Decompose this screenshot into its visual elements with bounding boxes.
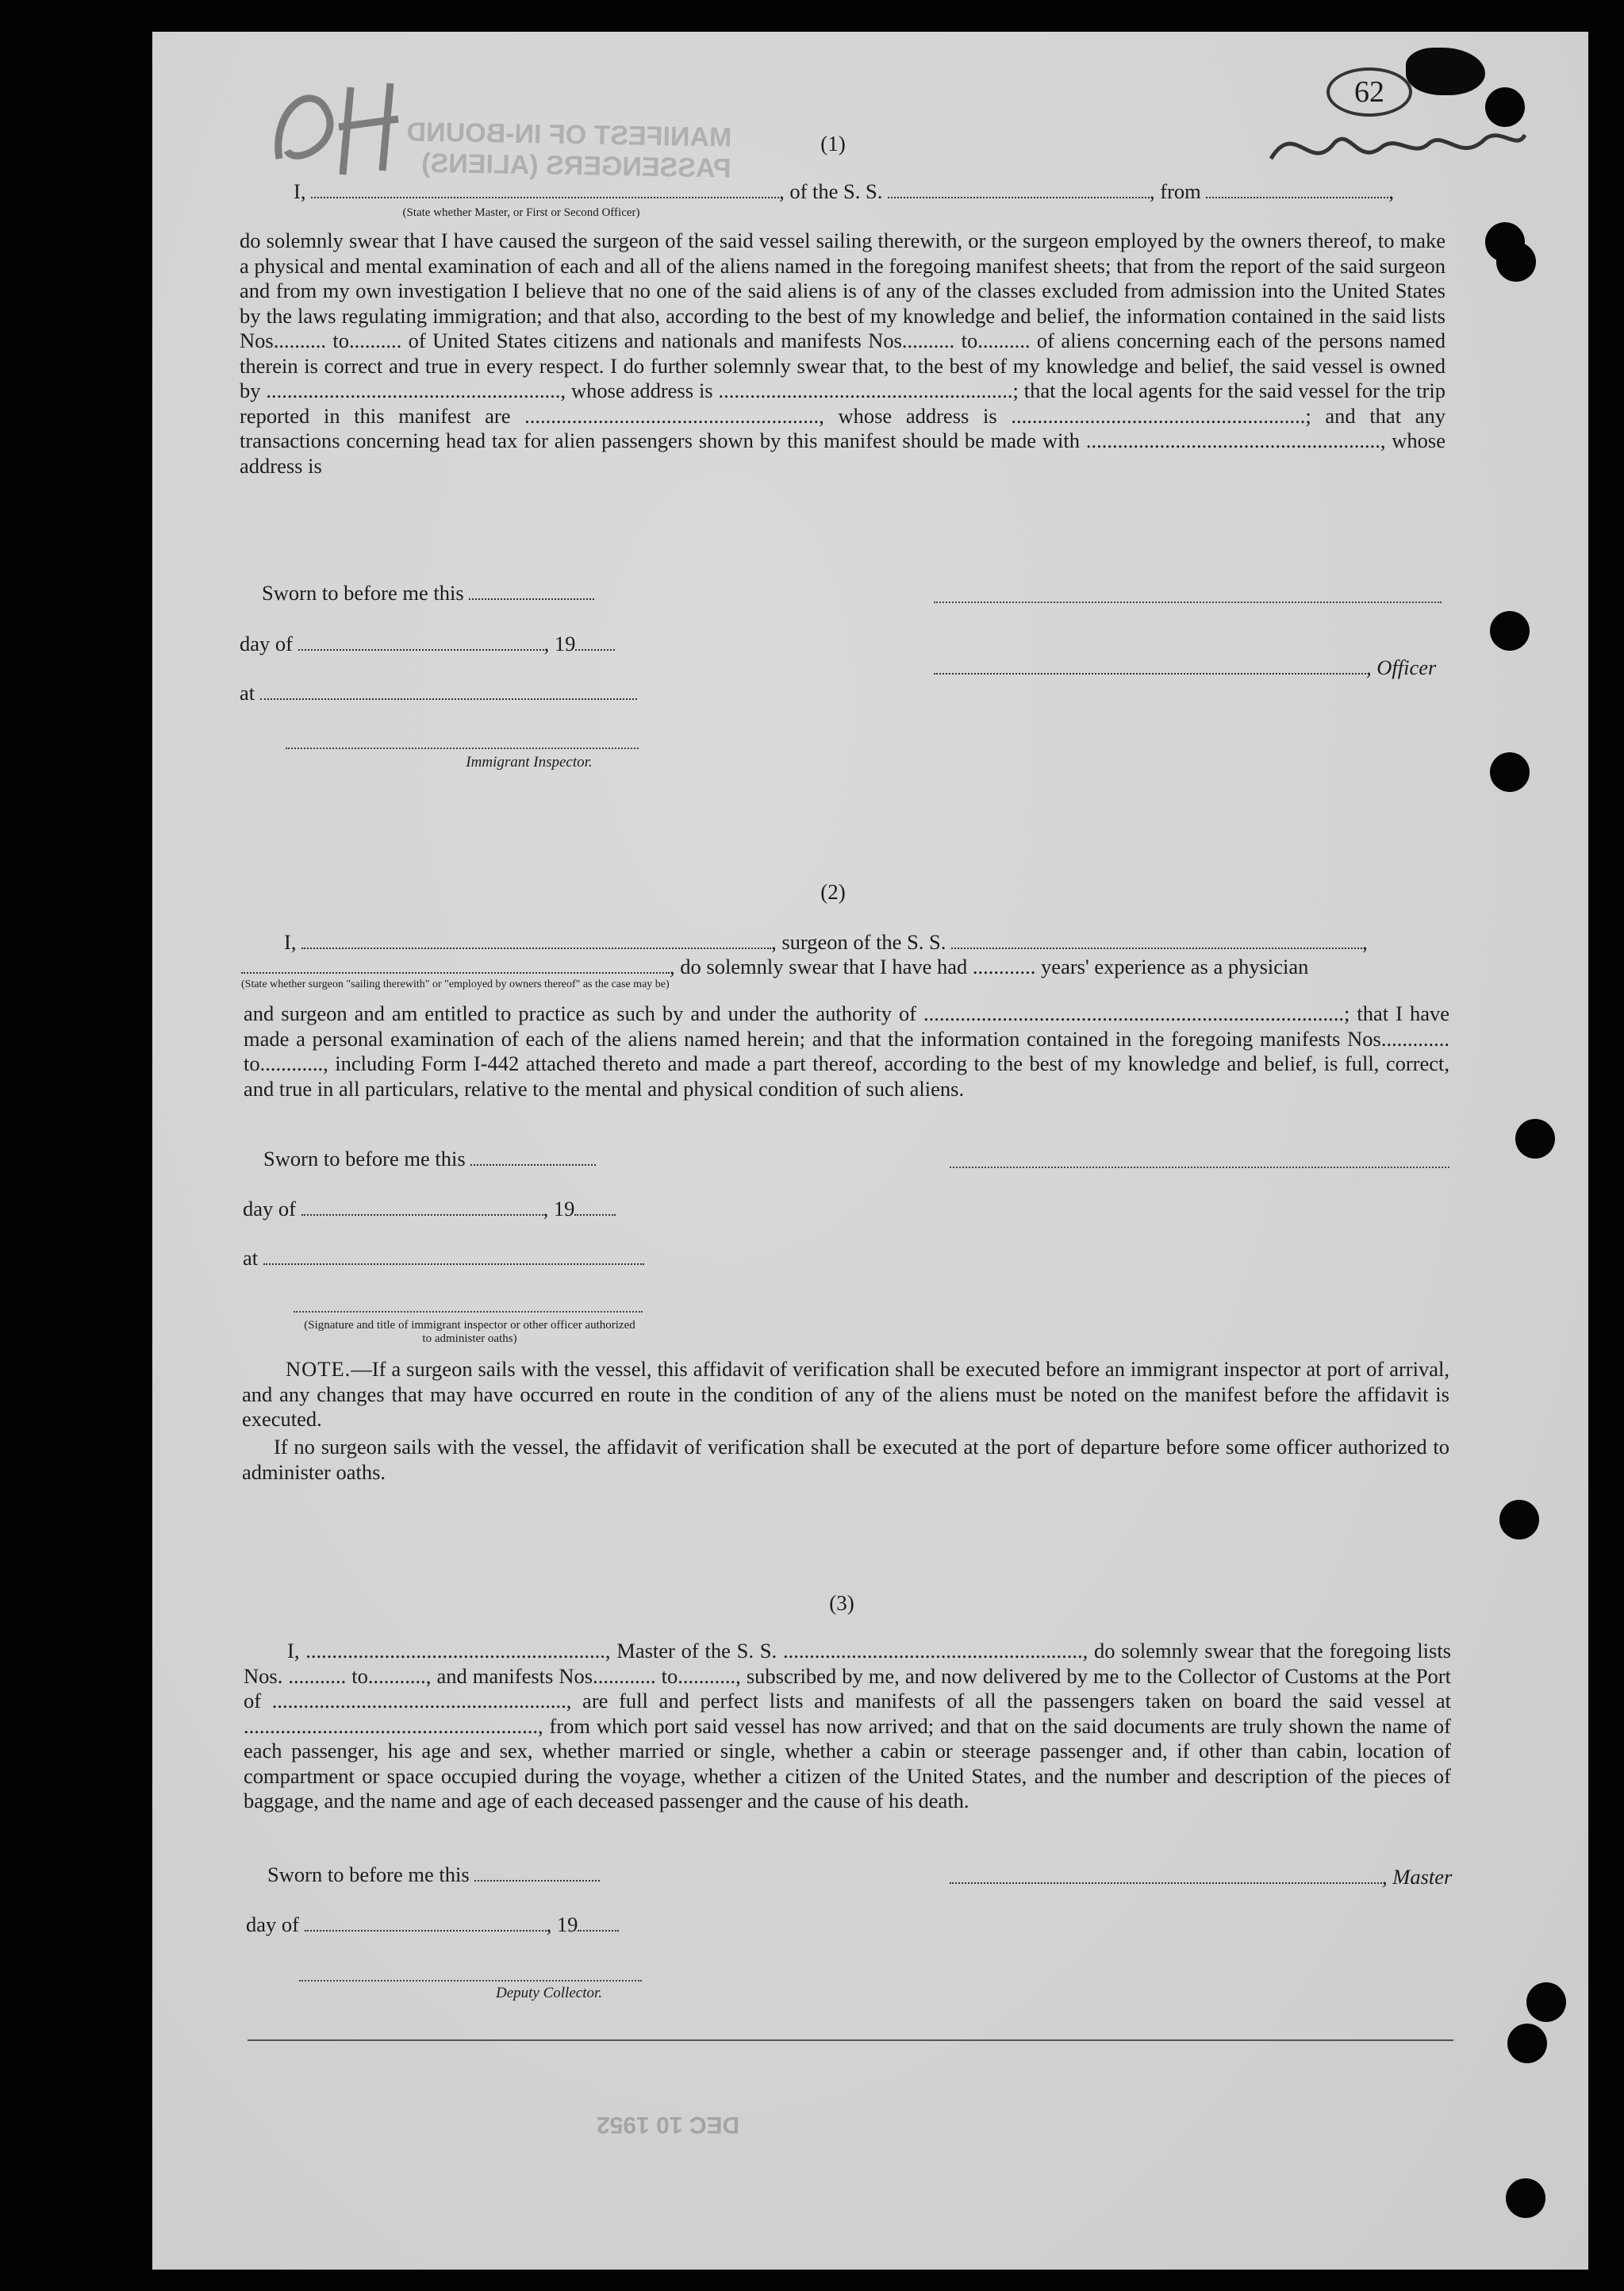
circled-number: [1326, 67, 1412, 117]
section-1-sworn-line: [262, 581, 594, 605]
section-2-month-field[interactable]: [301, 1197, 543, 1216]
section-1-from: , from: [1150, 179, 1201, 203]
surgeon-note: (State whether surgeon "sailing therewith" or "employed by owners thereof" as the case may be): [241, 978, 670, 990]
section-2-day-of: day of: [243, 1197, 296, 1220]
departure-port-field[interactable]: [1206, 179, 1388, 198]
section-2-sworn-signature-line: [950, 1167, 1449, 1168]
section-3-sworn-date-field[interactable]: [474, 1862, 600, 1882]
section-1-inspector-label: Immigrant Inspector.: [466, 754, 593, 771]
section-2-note-2: If no surgeon sails with the vessel, the affidavit of verification shall be executed at the port of departure before some officer authorized to administer oaths.: [242, 1435, 1449, 1484]
section-3-sworn: Sworn to before me this: [267, 1862, 470, 1886]
officer-label: , Officer: [1366, 655, 1437, 679]
section-3-year: , 19: [546, 1912, 578, 1936]
section-2-body: and surgeon and am entitled to practice as such by and under the authority of ................................................................................; that I have made a personal examination of each of the aliens named herein; and that the information contained in the foregoing manifests Nos............. to............, including Form I-442 attached thereto and made a part thereof, according to the best of my knowledge and belief, is full, correct, and true in all particulars, relative to the mental and physical condition of such aliens.: [244, 1001, 1449, 1101]
section-2-year: , 19: [543, 1197, 575, 1220]
section-2-sworn-date-field[interactable]: [470, 1147, 596, 1166]
section-1-inspector-signature-line: [286, 748, 639, 749]
section-2-vessel-field[interactable]: [951, 930, 1362, 949]
section-3-day-of: day of: [246, 1912, 299, 1936]
section-2-signature-note: (Signature and title of immigrant inspector or other officer authorized to administer oaths): [304, 1319, 635, 1345]
document-page: [152, 32, 1588, 2270]
section-2-number: (2): [820, 880, 846, 904]
section-2-surgeon: , surgeon of the S. S.: [771, 930, 946, 954]
bottom-rule: [248, 2039, 1453, 2041]
section-2-comma: ,: [1362, 930, 1368, 954]
section-3-year-field[interactable]: [578, 1912, 619, 1932]
section-2-second-line: [241, 955, 1308, 979]
note-label: NOTE.: [286, 1357, 351, 1381]
date-stamp: DEC 10 1952: [597, 2112, 740, 2138]
handwritten-mark-left: [263, 63, 470, 183]
binder-hole: [1515, 1119, 1555, 1159]
binder-hole: [1485, 87, 1525, 127]
section-1-of-ss: , of the S. S.: [779, 179, 883, 203]
section-2-sworn: Sworn to before me this: [263, 1147, 466, 1170]
section-3-collector-label: Deputy Collector.: [495, 1985, 603, 2001]
section-3-sworn-line: [267, 1862, 600, 1887]
vessel-name-field[interactable]: [888, 179, 1150, 198]
binder-hole: [1507, 2024, 1547, 2063]
section-1-number: (1): [820, 132, 846, 156]
section-1-sworn: Sworn to before me this: [262, 581, 464, 605]
section-3-collector-signature-line: [299, 1980, 642, 1982]
binder-hole: [1490, 752, 1530, 792]
master-signature-field[interactable]: [950, 1865, 1382, 1884]
section-1-day-line: [240, 632, 615, 656]
section-2-first-line: [284, 930, 1368, 955]
section-3-body: I, ........................................................., Master of the S. S. ........................................................., do solemnly swear that the foregoing lists Nos. ........... to..........., and manifests Nos............ to..........., subscribed by me, and now delivered by me to the Collector of Customs at the Port of ........................................................, are full and perfect lists and manifests of all the passengers taken on board the said vessel at ........................................................, from which port said vessel has now arrived; and that on the said documents are truly shown the name of each passenger, his age and sex, whether married or single, whether a cabin or steerage passenger and, if other than cabin, location of compartment or space occupied during the voyage, whether a citizen of the United States, and the number and description of the pieces of baggage, and the name and age of each deceased passenger and the cause of his death.: [244, 1639, 1451, 1812]
section-1-at-line: [240, 681, 637, 705]
binder-hole: [1506, 2178, 1545, 2218]
section-1-day-of: day of: [240, 632, 293, 655]
master-note: (State whether Master, or First or Second Officer): [402, 206, 640, 219]
section-1-officer-line: [934, 655, 1436, 680]
surgeon-name-field[interactable]: [301, 930, 771, 949]
section-1-comma: ,: [1388, 179, 1395, 203]
section-3-number: (3): [829, 1591, 854, 1615]
section-3-day-line: [246, 1912, 619, 1937]
surgeon-status-field[interactable]: [241, 955, 670, 974]
note-text: —If a surgeon sails with the vessel, this affidavit of verification shall be executed before an immigrant inspector at port of arrival, and any changes that may have occurred en route in the condition of any of the aliens must be noted on the manifest before the affidavit is executed.: [242, 1357, 1449, 1431]
section-2-note: [242, 1357, 1449, 1432]
section-3-month-field[interactable]: [305, 1912, 547, 1932]
section-1-at: at: [240, 681, 255, 705]
master-label: , Master: [1382, 1865, 1453, 1889]
section-2-place-field[interactable]: [263, 1246, 644, 1265]
section-1-sworn-signature-line: [934, 602, 1442, 603]
section-2-i: I,: [284, 930, 297, 954]
section-1-month-field[interactable]: [298, 632, 544, 651]
section-2-at: at: [243, 1246, 259, 1270]
circled-number-text: 62: [1354, 75, 1384, 109]
binder-hole: [1499, 1500, 1539, 1540]
section-1-year-field[interactable]: [575, 632, 615, 651]
section-2-year-field[interactable]: [574, 1197, 616, 1216]
master-name-field[interactable]: [311, 179, 779, 198]
officer-signature-field[interactable]: [934, 655, 1366, 675]
section-2-at-line: [243, 1246, 644, 1270]
binder-hole: [1490, 611, 1530, 651]
section-1-year: , 19: [543, 632, 576, 655]
section-2-day-line: [243, 1197, 616, 1221]
section-2-sworn-line: [263, 1147, 596, 1171]
section-1-sworn-date-field[interactable]: [469, 581, 594, 600]
section-1-body: do solemnly swear that I have caused the surgeon of the said vessel sailing therewith, or the surgeon employed by the owners thereof, to make a physical and mental examination of each and all of the aliens named in the foregoing manifest sheets; that from the report of the said surgeon and from my own investigation I believe that no one of the said aliens is of any of the classes excluded from admission into the United States by the laws regulating immigration; and that also, according to the best of my knowledge and belief, the information contained in the said lists Nos.......... to.......... of United States citizens and nationals and manifests Nos.......... to.......... of aliens concerning each of the persons named therein is correct and true in every respect. I do further solemnly swear that, to the best of my knowledge and belief, the said vessel is owned by ........................................................, whose address is ........................................................; that the local agents for the said vessel for the trip reported in this manifest are ........................................................, whose address is ........................................................; and that any transactions concerning head tax for alien passengers shown by this manifest should be made with ........................................................, whose address is: [240, 229, 1445, 478]
binder-hole: [1526, 1982, 1566, 2022]
section-2-inspector-signature-line: [294, 1311, 643, 1313]
ink-blot-top: [1406, 48, 1485, 95]
section-1-place-field[interactable]: [260, 681, 637, 700]
bleed-through-heading: MANIFEST OF IN-BOUND PASSENGERS (ALIENS): [406, 117, 732, 184]
section-3-master-line: [950, 1865, 1452, 1889]
section-2-experience: , do solemnly swear that I have had ............ years' experience as a physician: [670, 955, 1309, 978]
section-1-i: I,: [294, 179, 306, 203]
section-1-first-line: [294, 179, 1394, 204]
binder-hole: [1496, 242, 1536, 282]
